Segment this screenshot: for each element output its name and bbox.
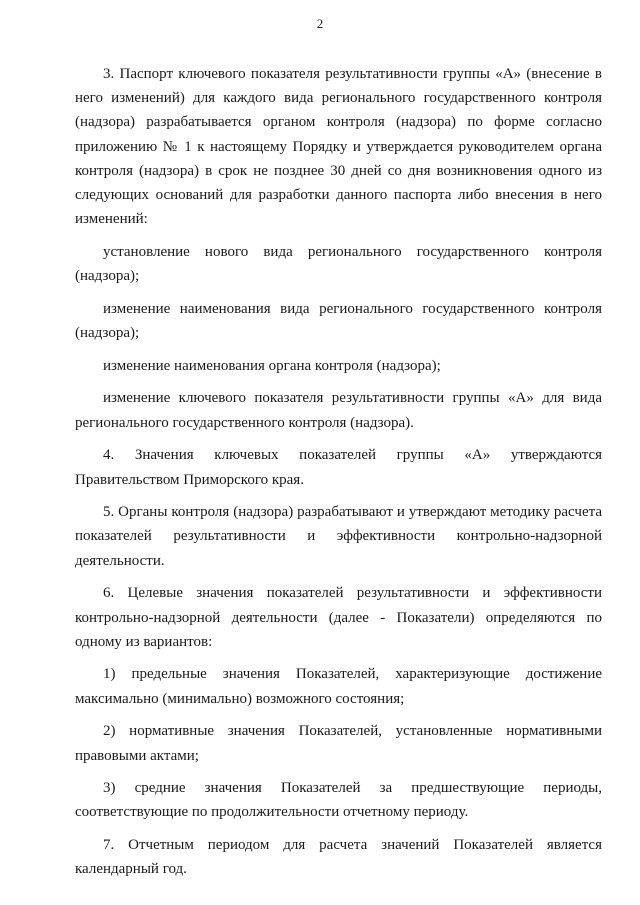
paragraph-3-passport: 3. Паспорт ключевого показателя результативности группы «А» (внесение в него изменений) для каждого вида регионального государственного контроля (надзора) разрабатывается органом контроля (надзора) по форме согласно приложению № 1 к настоящему Порядку и утверждается руководителем органа контроля (надзора) в срок не позднее 30 дней со дня возникновения одного из следующих оснований для разработки данного паспорта либо внесения в него изменений:: [75, 66, 602, 228]
paragraph-basis-new-kind: установление нового вида регионального государственного контроля (надзора);: [75, 243, 602, 285]
paragraph-7-reporting-period: 7. Отчетным периодом для расчета значений Показателей является календарный год.: [75, 837, 602, 878]
document-body: [75, 62, 602, 890]
paragraph-5-methodology: 5. Органы контроля (надзора) разрабатывают и утверждают методику расчета показателей результативности и эффективности контрольно-надзорной деятельности.: [75, 504, 602, 569]
paragraph-basis-kind-rename: изменение наименования вида регионального государственного контроля (надзора);: [75, 300, 602, 342]
paragraph-option-2: 2) нормативные значения Показателей, установленные нормативными правовыми актами;: [75, 723, 602, 764]
paragraph-option-3: 3) средние значения Показателей за предшествующие периоды, соответствующие по продолжительности отчетному периоду.: [75, 780, 602, 821]
paragraph-basis-indicator-change: изменение ключевого показателя результативности группы «А» для вида регионального государственного контроля (надзора).: [75, 390, 602, 431]
paragraph-basis-body-rename: изменение наименования органа контроля (надзора);: [103, 357, 441, 374]
paragraph-4-values: 4. Значения ключевых показателей группы «А» утверждаются Правительством Приморского края.: [75, 447, 602, 488]
page-number: 2: [316, 16, 324, 31]
paragraph-option-1: 1) предельные значения Показателей, характеризующие достижение максимально (минимально) возможного состояния;: [75, 666, 602, 707]
paragraph-6-target-values: 6. Целевые значения показателей результативности и эффективности контрольно-надзорной деятельности (далее - Показатели) определяются по одному из вариантов:: [75, 585, 602, 650]
